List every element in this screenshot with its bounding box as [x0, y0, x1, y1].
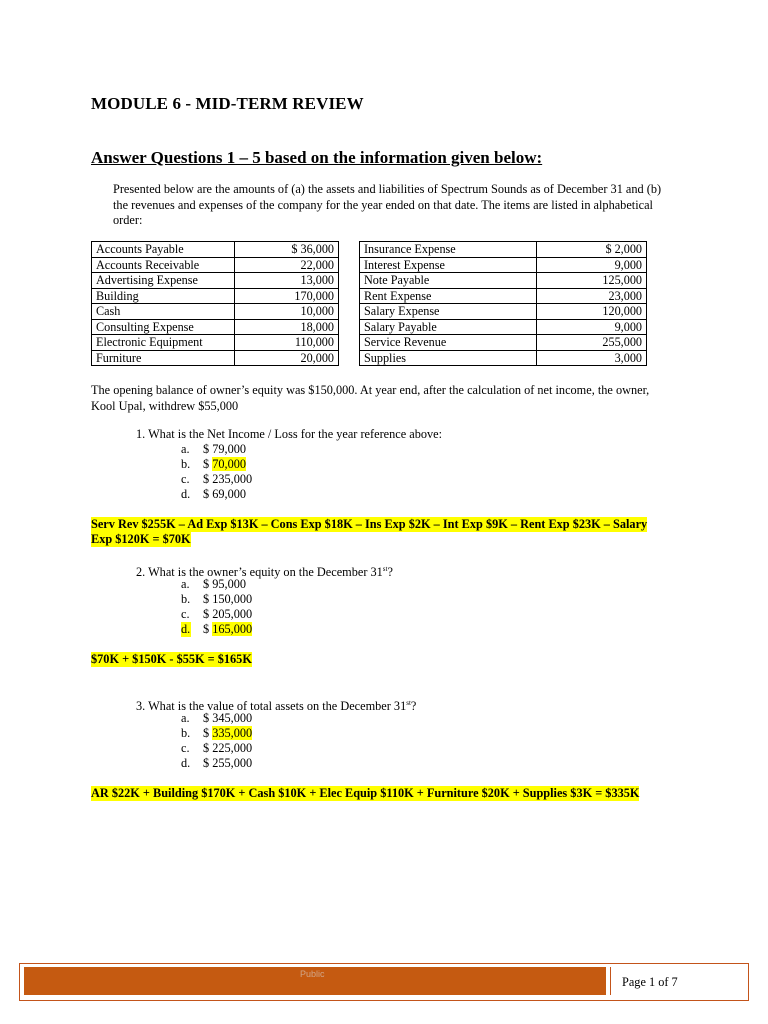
page-number: Page 1 of 7 [622, 975, 678, 989]
intro-paragraph: Presented below are the amounts of (a) the assets and liabilities of Spectrum Sounds as of December 31 and (b) the revenues and expenses of the company for the year ended on that date. The items are listed in alphabetical order: [113, 182, 662, 227]
option-3c: c. $ 225,000 [181, 741, 253, 755]
table-row [360, 304, 647, 320]
question-3: 3. What is the value of total assets on the December 31st? [136, 699, 417, 714]
account-label: Electronic Equipment [92, 335, 235, 351]
table-row [92, 288, 339, 304]
option-1b: b. $ 70,000 [181, 457, 247, 471]
account-label: Interest Expense [360, 257, 537, 273]
answer-2: $70K + $150K - $55K = $165K [91, 652, 252, 666]
highlighted-answer: 70,000 [212, 457, 247, 471]
answer-1-line1: Serv Rev $255K – Ad Exp $13K – Cons Exp $18K – Ins Exp $2K – Int Exp $9K – Rent Exp $23K – Salary [91, 517, 648, 531]
account-value: 125,000 [537, 273, 647, 289]
account-label: Advertising Expense [92, 273, 235, 289]
account-value: 13,000 [235, 273, 339, 289]
table-row [360, 350, 647, 366]
account-label: Furniture [92, 350, 235, 366]
highlighted-answer: 335,000 [212, 726, 253, 740]
account-label: Insurance Expense [360, 242, 537, 258]
option-3b: b. $ 335,000 [181, 726, 253, 740]
page-title: MODULE 6 - MID-TERM REVIEW [91, 94, 364, 113]
question-1: 1. What is the Net Income / Loss for the year reference above: [136, 427, 443, 441]
account-label: Note Payable [360, 273, 537, 289]
account-value: 255,000 [537, 335, 647, 351]
account-value: $ 36,000 [235, 242, 339, 258]
account-value: 18,000 [235, 319, 339, 335]
account-label: Rent Expense [360, 288, 537, 304]
option-2c: c. $ 205,000 [181, 607, 253, 621]
account-value: 110,000 [235, 335, 339, 351]
account-value: 3,000 [537, 350, 647, 366]
account-label: Supplies [360, 350, 537, 366]
highlighted-answer: 165,000 [212, 622, 253, 636]
account-label: Salary Payable [360, 319, 537, 335]
account-value: $ 2,000 [537, 242, 647, 258]
option-1a: a. $ 79,000 [181, 442, 247, 456]
table-row [92, 350, 339, 366]
page-number-box [610, 967, 744, 995]
table-row [360, 335, 647, 351]
classification-mark: Public [300, 969, 325, 979]
table-row [92, 257, 339, 273]
account-value: 22,000 [235, 257, 339, 273]
accounts-table-left [91, 241, 339, 366]
table-row [92, 304, 339, 320]
table-row [360, 257, 647, 273]
question-2: 2. What is the owner’s equity on the December 31st? [136, 565, 393, 580]
account-value: 23,000 [537, 288, 647, 304]
option-2d: d. $ 165,000 [181, 622, 253, 636]
account-label: Building [92, 288, 235, 304]
account-value: 170,000 [235, 288, 339, 304]
account-label: Service Revenue [360, 335, 537, 351]
table-row [92, 335, 339, 351]
account-label: Consulting Expense [92, 319, 235, 335]
answer-1-line2: Exp $120K = $70K [91, 532, 191, 546]
account-label: Cash [92, 304, 235, 320]
table-row [360, 319, 647, 335]
account-value: 20,000 [235, 350, 339, 366]
account-value: 10,000 [235, 304, 339, 320]
table-row [92, 273, 339, 289]
option-1c: c. $ 235,000 [181, 472, 253, 486]
account-value: 9,000 [537, 257, 647, 273]
option-2a: a. $ 95,000 [181, 577, 247, 591]
account-value: 120,000 [537, 304, 647, 320]
option-1d: d. $ 69,000 [181, 487, 247, 501]
section-heading: Answer Questions 1 – 5 based on the information given below: [91, 148, 543, 167]
account-label: Accounts Receivable [92, 257, 235, 273]
account-value: 9,000 [537, 319, 647, 335]
opening-balance-paragraph: The opening balance of owner’s equity was $150,000. At year end, after the calculation of net income, the owner, Kool Upal, withdrew $55,000 [91, 383, 650, 413]
option-3d: d. $ 255,000 [181, 756, 253, 770]
table-row [360, 288, 647, 304]
option-3a: a. $ 345,000 [181, 711, 253, 725]
account-label: Salary Expense [360, 304, 537, 320]
option-2b: b. $ 150,000 [181, 592, 253, 606]
account-label: Accounts Payable [92, 242, 235, 258]
table-row [92, 242, 339, 258]
table-row [92, 319, 339, 335]
table-row [360, 242, 647, 258]
accounts-table-right [359, 241, 647, 366]
table-row [360, 273, 647, 289]
answer-3: AR $22K + Building $170K + Cash $10K + Elec Equip $110K + Furniture $20K + Supplies $3K = $335K [91, 786, 640, 800]
